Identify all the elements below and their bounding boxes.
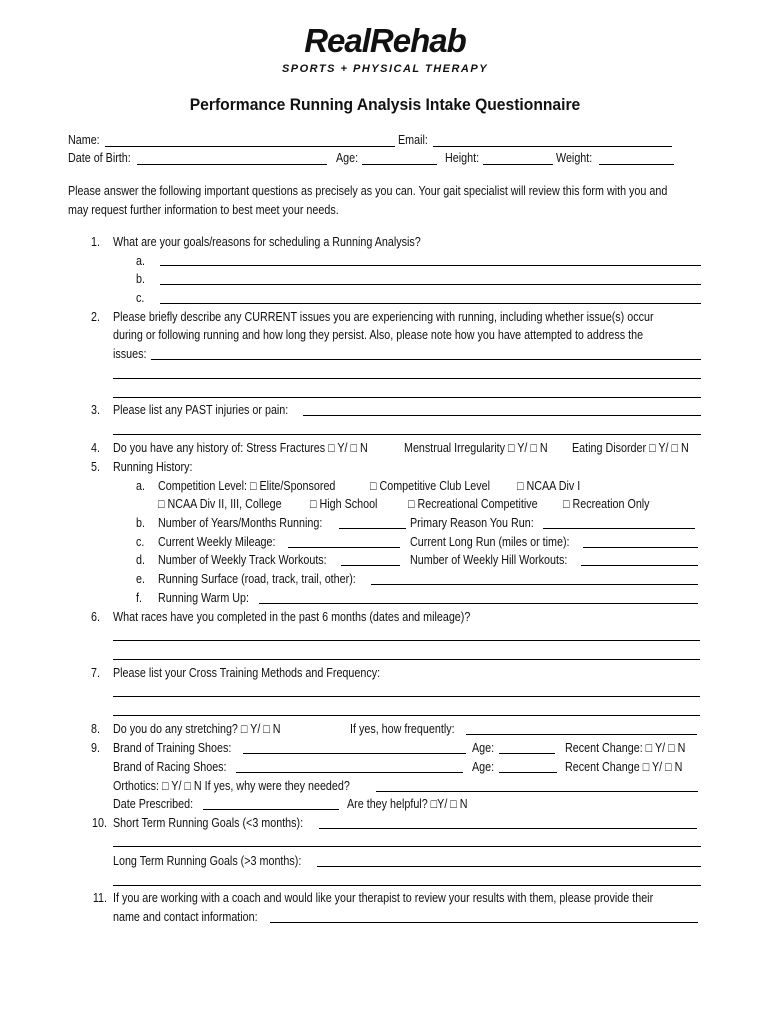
form-title: Performance Running Analysis Intake Questionnaire [189, 95, 581, 114]
dob-label: Date of Birth: [68, 151, 131, 165]
stretching-checkbox[interactable]: Do you do any stretching? □ Y/ □ N [113, 722, 281, 736]
short-term-goals-field-2[interactable] [113, 846, 701, 847]
q4-menstrual[interactable]: Menstrual Irregularity □ Y/ □ N [404, 441, 548, 455]
track-workouts-label: Number of Weekly Track Workouts: [158, 553, 327, 567]
q11-line-2: name and contact information: [113, 910, 258, 924]
q2-line-1: Please briefly describe any CURRENT issues you are experiencing with running, including whether issue(s) occur [113, 310, 654, 324]
q2-field-2[interactable] [113, 378, 701, 379]
q5-d-label: d. [136, 553, 145, 567]
q1-b-field[interactable] [160, 284, 701, 285]
primary-reason-label: Primary Reason You Run: [410, 516, 534, 530]
height-label: Height: [445, 151, 480, 165]
q5-b-label: b. [136, 516, 145, 530]
date-prescribed-field[interactable] [203, 809, 339, 810]
long-run-label: Current Long Run (miles or time): [410, 535, 570, 549]
q6-field-1[interactable] [113, 640, 700, 641]
orthotics-reason-field[interactable] [376, 791, 698, 792]
name-label: Name: [68, 133, 100, 147]
option-elite[interactable]: Competition Level: □ Elite/Sponsored [158, 479, 336, 493]
racing-age-label: Age: [472, 760, 495, 774]
q6-number: 6. [91, 610, 100, 624]
q2-line-2: during or following running and how long they persist. Also, please note how you have attempted to address the [113, 328, 644, 342]
hill-workouts-field[interactable] [581, 565, 698, 566]
intro-line-2: may request further information to best meet your needs. [68, 203, 339, 217]
q11-line-1: If you are working with a coach and would like your therapist to review your results with them, please provide their [113, 891, 654, 905]
q6-text: What races have you completed in the past 6 months (dates and mileage)? [113, 610, 471, 624]
long-run-field[interactable] [583, 547, 698, 548]
age-field[interactable] [362, 164, 437, 165]
q2-number: 2. [91, 310, 100, 324]
q6-field-2[interactable] [113, 659, 700, 660]
long-term-goals-field[interactable] [317, 866, 701, 867]
option-rec-only[interactable]: □ Recreation Only [563, 497, 650, 511]
track-workouts-field[interactable] [341, 565, 400, 566]
weekly-mileage-field[interactable] [288, 547, 400, 548]
long-term-goals-field-2[interactable] [113, 885, 701, 886]
q5-c-label: c. [136, 535, 145, 549]
racing-age-field[interactable] [499, 772, 557, 773]
training-age-field[interactable] [499, 753, 555, 754]
q1-b-label: b. [136, 272, 145, 286]
dob-field[interactable] [137, 164, 327, 165]
hill-workouts-label: Number of Weekly Hill Workouts: [410, 553, 568, 567]
warm-up-label: Running Warm Up: [158, 591, 250, 605]
option-club[interactable]: □ Competitive Club Level [370, 479, 491, 493]
weekly-mileage-label: Current Weekly Mileage: [158, 535, 276, 549]
date-prescribed-label: Date Prescribed: [113, 797, 194, 811]
racing-shoes-field[interactable] [236, 772, 463, 773]
q7-field-1[interactable] [113, 696, 700, 697]
primary-reason-field[interactable] [543, 528, 695, 529]
q8-number: 8. [91, 722, 100, 736]
running-surface-field[interactable] [371, 584, 698, 585]
training-change-checkbox[interactable]: Recent Change: □ Y/ □ N [565, 741, 686, 755]
q9-number: 9. [91, 741, 100, 755]
q11-number: 11. [92, 891, 107, 905]
long-term-goals-label: Long Term Running Goals (>3 months): [113, 854, 302, 868]
q7-field-2[interactable] [113, 715, 700, 716]
warm-up-field[interactable] [259, 603, 698, 604]
weight-field[interactable] [599, 164, 674, 165]
intro-line-1: Please answer the following important questions as precisely as you can. Your gait specialist will review this form with you and [68, 184, 668, 198]
q1-c-label: c. [136, 291, 145, 305]
q4-eating-disorder[interactable]: Eating Disorder □ Y/ □ N [572, 441, 689, 455]
q1-c-field[interactable] [160, 303, 701, 304]
q5-a-label: a. [136, 479, 145, 493]
q3-field-1[interactable] [303, 415, 701, 416]
q3-text: Please list any PAST injuries or pain: [113, 403, 289, 417]
q5-f-label: f. [136, 591, 142, 605]
name-field[interactable] [105, 146, 395, 147]
email-label: Email: [398, 133, 428, 147]
q1-a-label: a. [136, 254, 145, 268]
q1-number: 1. [91, 235, 100, 249]
q7-number: 7. [91, 666, 100, 680]
orthotics-helpful-checkbox[interactable]: Are they helpful? □Y/ □ N [347, 797, 468, 811]
brand-logo: RealRehab [304, 22, 466, 59]
weight-label: Weight: [556, 151, 593, 165]
orthotics-checkbox[interactable]: Orthotics: □ Y/ □ N If yes, why were they needed? [113, 779, 350, 793]
q10-number: 10. [92, 816, 107, 830]
training-shoes-field[interactable] [243, 753, 466, 754]
q4-number: 4. [91, 441, 100, 455]
option-rec-competitive[interactable]: □ Recreational Competitive [408, 497, 538, 511]
training-shoes-label: Brand of Training Shoes: [113, 741, 232, 755]
q2-line-3: issues: [113, 347, 147, 361]
q3-field-2[interactable] [113, 434, 701, 435]
email-field[interactable] [433, 146, 672, 147]
years-running-label: Number of Years/Months Running: [158, 516, 323, 530]
training-age-label: Age: [472, 741, 495, 755]
stretch-frequency-label: If yes, how frequently: [350, 722, 455, 736]
brand-tagline: SPORTS + PHYSICAL THERAPY [281, 63, 489, 75]
q5-number: 5. [91, 460, 100, 474]
running-surface-label: Running Surface (road, track, trail, other): [158, 572, 356, 586]
short-term-goals-field[interactable] [319, 828, 697, 829]
option-high-school[interactable]: □ High School [310, 497, 378, 511]
age-label: Age: [336, 151, 359, 165]
q2-field-1[interactable] [151, 359, 701, 360]
q5-text: Running History: [113, 460, 193, 474]
racing-change-checkbox[interactable]: Recent Change □ Y/ □ N [565, 760, 683, 774]
q1-a-field[interactable] [160, 265, 701, 266]
q7-text: Please list your Cross Training Methods and Frequency: [113, 666, 381, 680]
short-term-goals-label: Short Term Running Goals (<3 months): [113, 816, 304, 830]
years-running-field[interactable] [339, 528, 406, 529]
racing-shoes-label: Brand of Racing Shoes: [113, 760, 227, 774]
q1-text: What are your goals/reasons for scheduling a Running Analysis? [113, 235, 421, 249]
q4-stress-fractures[interactable]: Do you have any history of: Stress Fractures □ Y/ □ N [113, 441, 368, 455]
option-ncaa-div1[interactable]: □ NCAA Div I [517, 479, 581, 493]
height-field[interactable] [483, 164, 553, 165]
q3-number: 3. [91, 403, 100, 417]
q2-field-3[interactable] [113, 397, 701, 398]
option-ncaa-div23[interactable]: □ NCAA Div II, III, College [158, 497, 282, 511]
stretch-frequency-field[interactable] [466, 734, 697, 735]
coach-contact-field[interactable] [270, 922, 698, 923]
q5-e-label: e. [136, 572, 145, 586]
